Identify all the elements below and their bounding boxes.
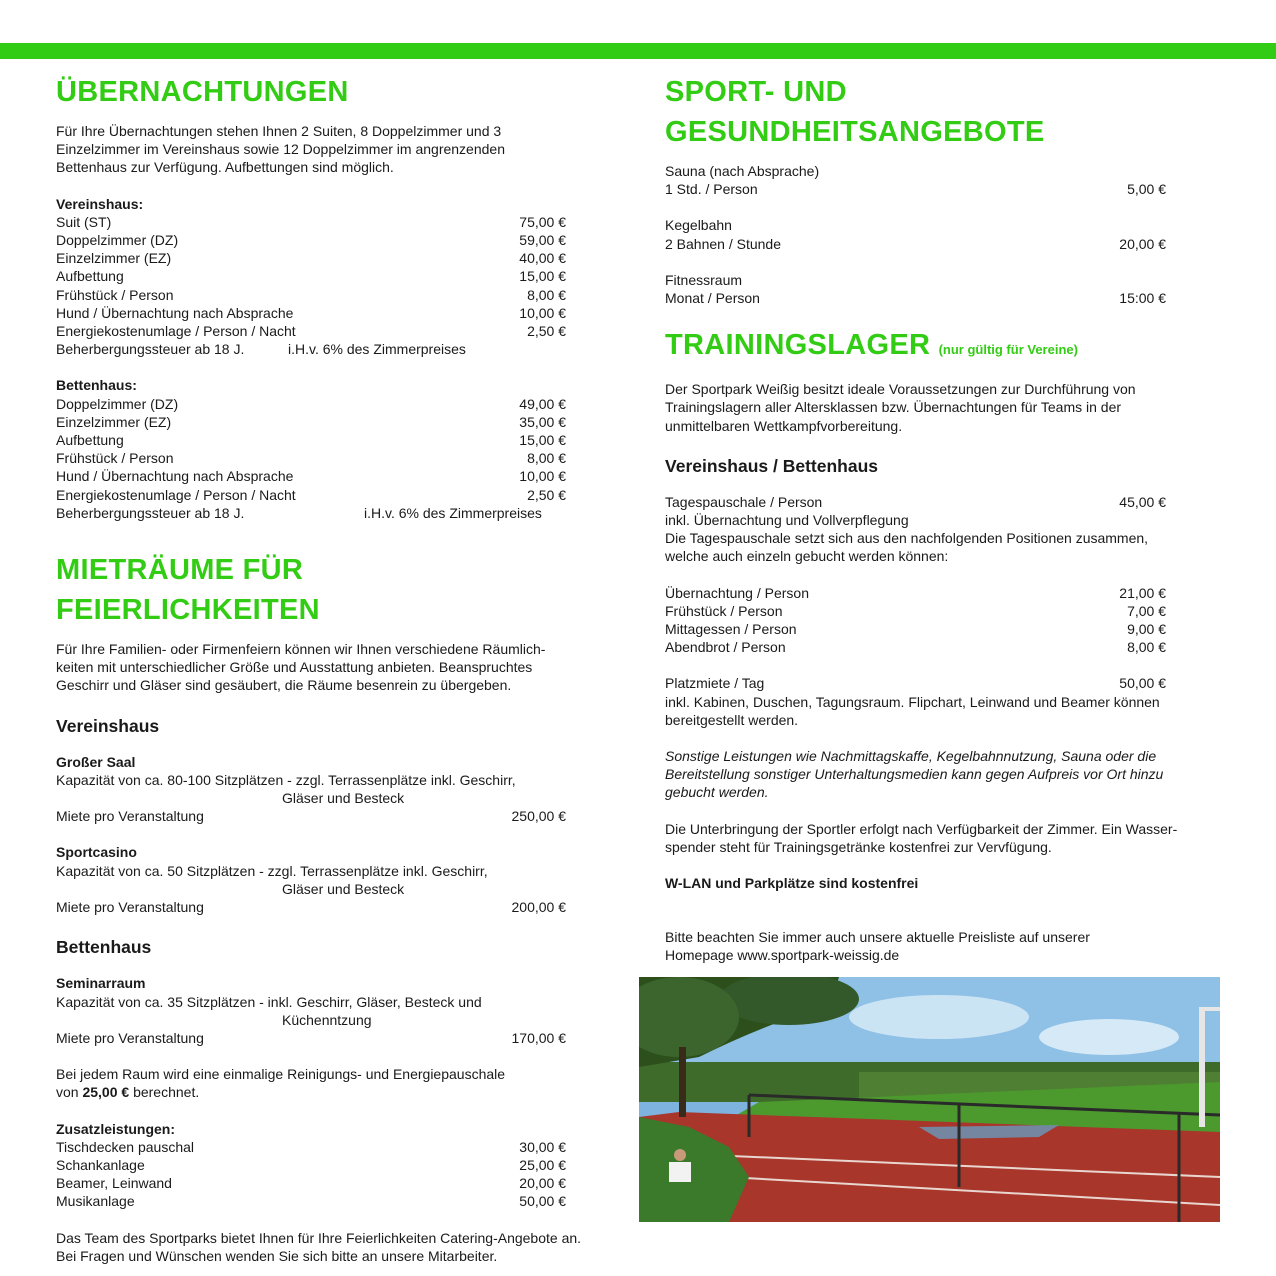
section-title-rooms: MIETRÄUME FÜR FEIERLICHKEITEN [56,554,320,627]
overnight-intro-line: Für Ihre Übernachtungen stehen Ihnen 2 Suiten, 8 Doppelzimmer und 3 [56,123,502,139]
vereinshaus-heading: Vereinshaus [56,715,160,736]
other-services-line: Bereitstellung sonstiger Unterhaltungsmedien kann gegen Aufpreis vor Ort hinzu [665,766,1164,783]
day-rate-row: Tagespauschale / Person 45,00 € [665,493,1166,510]
room-name-grosser-saal: Großer Saal [56,753,136,770]
price-row: Einzelzimmer (EZ) 35,00 € [56,413,566,430]
other-services-line: gebucht werden. [665,784,769,801]
offer-name: Kegelbahn [665,217,732,234]
room-capacity: Gläser und Besteck [282,790,405,807]
extras-row: Beamer, Leinwand 20,00 € [56,1175,566,1192]
cleaning-fee-line: Bei jedem Raum wird eine einmalige Reinigungs- und Energiepauschale [56,1066,506,1083]
catering-line: Bei Fragen und Wünschen wenden Sie sich bitte an unsere Mitarbeiter. [56,1247,498,1264]
catering-line: Das Team des Sportparks bietet Ihnen für Ihre Feierlichkeiten Catering-Angebote an. [56,1229,582,1246]
offer-row: 2 Bahnen / Stunde 20,00 € [665,235,1166,252]
training-subheading: Vereinshaus / Bettenhaus [665,455,878,476]
training-intro-line: unmittelbaren Wettkampfvorbereitung. [665,417,903,434]
room-capacity: Kapazität von ca. 35 Sitzplätzen - inkl. Geschirr, Gläser, Besteck und [56,993,482,1010]
room-name-seminarraum: Seminarraum [56,975,146,992]
offer-name: Sauna (nach Absprache) [665,163,820,179]
price-row: Doppelzimmer (DZ) 59,00 € [56,232,566,249]
wifi-parking-note: W-LAN und Parkplätze sind kostenfrei [665,875,919,892]
top-accent-bar [0,43,1276,59]
vereinshaus-price-label: Vereinshaus: [56,195,144,212]
section-title-training: TRAININGSLAGER (nur gültig für Vereine) [665,329,1078,362]
other-services-line: Sonstige Leistungen wie Nachmittagskaffe, Kegelbahnnutzung, Sauna oder die [665,748,1157,765]
left-column [56,72,582,1265]
price-row: Frühstück / Person 8,00 € [56,450,566,467]
day-note: Die Tagespauschale setzt sich aus den nachfolgenden Positionen zusammen, [665,530,1149,547]
room-capacity: Kapazität von ca. 80-100 Sitzplätzen - zzgl. Terrassenplätze inkl. Geschirr, [56,771,516,788]
extras-row: Tischdecken pauschal 30,00 € [56,1138,566,1155]
offer-row: 1 Std. / Person 5,00 € [665,181,1166,198]
rooms-intro-line: Für Ihre Familien- oder Firmenfeiern können wir Ihnen verschiedene Räumlich- [56,641,546,658]
price-row: Suit (ST) 75,00 € [56,213,566,230]
room-capacity: Küchenntzung [282,1011,372,1028]
day-note: inkl. Übernachtung und Vollverpflegung [665,512,909,529]
price-row: Aufbettung 15,00 € [56,432,566,449]
section-title-overnight: ÜBERNACHTUNGEN [56,76,349,108]
extras-label: Zusatzleistungen: [56,1120,176,1137]
extras-row: Musikanlage 50,00 € [56,1193,566,1210]
price-row: Hund / Übernachtung nach Absprache 10,00 € [56,304,566,321]
bettenhaus-heading: Bettenhaus [56,937,152,958]
price-row: Energiekostenumlage / Person / Nacht 2,50 € [56,323,566,340]
pitch-note: bereitgestellt werden. [665,711,799,728]
room-capacity: Gläser und Besteck [282,880,405,897]
offer-name: Fitnessraum [665,271,743,288]
pitch-rent-row: Platzmiete / Tag 50,00 € [665,675,1166,692]
price-row: Doppelzimmer (DZ) 49,00 € [56,395,566,412]
cleaning-fee-line: von 25,00 € berechnet. [56,1084,200,1101]
rooms-intro-line: keiten mit unterschiedlicher Größe und Ausstattung anbieten. Beanspruchtes [56,659,533,676]
pitch-note: inkl. Kabinen, Duschen, Tagungsraum. Flipchart, Leinwand und Beamer können [665,693,1160,710]
price-row: Aufbettung 15,00 € [56,268,566,285]
room-capacity: Kapazität von ca. 50 Sitzplätzen - zzgl. Terrassenplätze inkl. Geschirr, [56,862,488,879]
position-row: Abendbrot / Person 8,00 € [665,639,1166,656]
price-row: Energiekostenumlage / Person / Nacht 2,50 € [56,486,566,503]
accommodation-line: spender steht für Trainingsgetränke kostenfrei zur Vervfügung. [665,838,1052,855]
tax-row: Beherbergungssteuer ab 18 J. i.H.v. 6% des Zimmerpreises [56,341,466,358]
rent-row: Miete pro Veranstaltung 170,00 € [56,1029,566,1046]
price-row: Einzelzimmer (EZ) 40,00 € [56,250,566,267]
sportpark-photo [639,977,1220,1222]
tax-row: Beherbergungssteuer ab 18 J. i.H.v. 6% des Zimmerpreises [56,504,542,521]
extras-row: Schankanlage 25,00 € [56,1156,566,1173]
position-row: Frühstück / Person 7,00 € [665,602,1166,619]
right-column [665,72,1225,965]
training-intro-line: Der Sportpark Weißig besitzt ideale Voraussetzungen zur Durchführung von [665,381,1136,398]
pricelist-note: Homepage www.sportpark-weissig.de [665,947,900,964]
section-title-sport: SPORT- UND GESUNDHEITSANGEBOTE [665,76,1045,148]
price-row: Hund / Übernachtung nach Absprache 10,00 € [56,468,566,485]
room-name-sportcasino: Sportcasino [56,844,137,861]
rooms-intro-line: Geschirr und Gläser sind gesäubert, die Räume besenrein zu übergeben. [56,677,512,694]
price-row: Frühstück / Person 8,00 € [56,286,566,303]
position-row: Mittagessen / Person 9,00 € [665,621,1166,638]
accommodation-line: Die Unterbringung der Sportler erfolgt nach Verfügbarkeit der Zimmer. Ein Wasser- [665,820,1178,837]
rent-row: Miete pro Veranstaltung 250,00 € [56,808,566,825]
pricelist-note: Bitte beachten Sie immer auch unsere aktuelle Preisliste auf unserer [665,929,1090,946]
training-intro-line: Trainingslagern aller Altersklassen bzw. Übernachtungen für Teams in der [665,399,1122,416]
rent-row: Miete pro Veranstaltung 200,00 € [56,899,566,916]
training-title-note: (nur gültig für Vereine) [938,342,1078,358]
day-note: welche auch einzeln gebucht werden können: [665,548,949,565]
position-row: Übernachtung / Person 21,00 € [665,584,1166,601]
overnight-intro-line: Einzelzimmer im Vereinshaus sowie 12 Doppelzimmer im angrenzenden [56,141,505,158]
bettenhaus-price-label: Bettenhaus: [56,377,137,394]
overnight-intro-line: Bettenhaus zur Verfügung. Aufbettungen sind möglich. [56,159,394,176]
offer-row: Monat / Person 15:00 € [665,290,1166,307]
